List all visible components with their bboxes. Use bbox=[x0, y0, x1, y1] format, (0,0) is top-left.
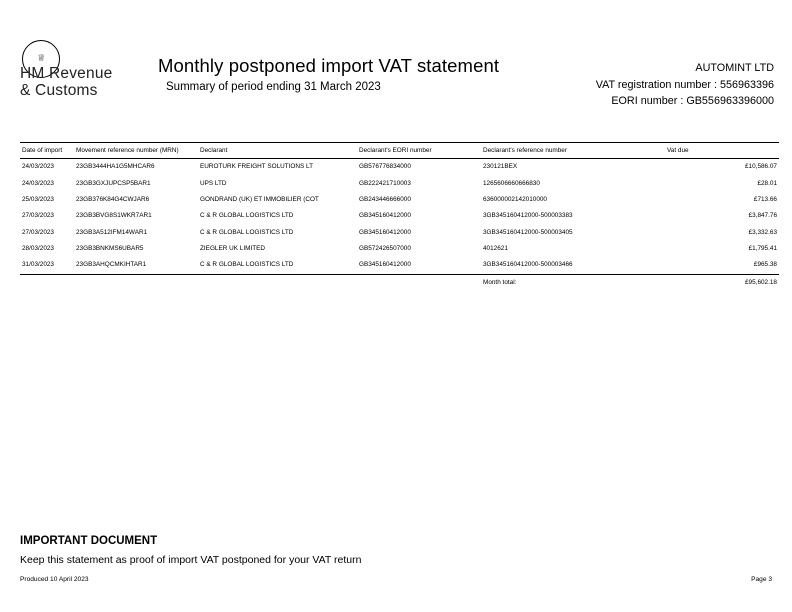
cell-declarant-eori: GB345160412000 bbox=[359, 261, 411, 269]
page-number: Page 3 bbox=[751, 576, 772, 583]
cell-declarant: GONDRAND (UK) ET IMMOBILIER (COT bbox=[200, 195, 319, 203]
cell-vat-due: £3,847.76 bbox=[748, 212, 777, 220]
important-document-heading: IMPORTANT DOCUMENT bbox=[20, 535, 158, 547]
vat-statement-table-wrapper bbox=[20, 142, 777, 291]
table-row bbox=[20, 208, 779, 224]
page-subtitle: Summary of period ending 31 March 2023 bbox=[166, 81, 381, 93]
table-row bbox=[20, 175, 779, 191]
table-body bbox=[20, 159, 779, 292]
cell-declarant-eori: GB345160412000 bbox=[359, 228, 411, 236]
table-row bbox=[20, 192, 779, 208]
cell-mrn: 23GB3AHQCMKIHTAR1 bbox=[76, 261, 147, 269]
vat-registration-number: VAT registration number : 556963396 bbox=[595, 78, 774, 91]
crest-glyph: ♕ bbox=[37, 53, 45, 64]
table-header-row bbox=[20, 143, 779, 159]
cell-mrn: 23GB3BNKMS6UBAR5 bbox=[76, 245, 144, 253]
eori-number: EORI number : GB556963396000 bbox=[611, 95, 774, 107]
cell-vat-due: £1,795.41 bbox=[748, 245, 777, 253]
hmrc-line-1: HM Revenue bbox=[20, 65, 113, 82]
table-row bbox=[20, 225, 779, 241]
cell-date-of-import: 25/03/2023 bbox=[22, 195, 54, 203]
column-header-vat-due: Vat due bbox=[665, 143, 779, 159]
cell-declarant: UPS LTD bbox=[200, 179, 227, 187]
total-spacer bbox=[20, 274, 481, 291]
column-header-mrn: Movement reference number (MRN) bbox=[74, 143, 198, 159]
column-header-declarant: Declarant bbox=[198, 143, 357, 159]
cell-declarant-ref: 1265606660666830 bbox=[483, 179, 540, 187]
vat-statement-table bbox=[20, 142, 779, 291]
column-header-declarant-ref: Declarant's reference number bbox=[481, 143, 665, 159]
important-document-text: Keep this statement as proof of import VAT postponed for your VAT return bbox=[20, 554, 362, 566]
cell-declarant-ref: 230121BEX bbox=[483, 163, 518, 171]
cell-vat-due: £10,586.07 bbox=[745, 163, 777, 171]
column-header-declarant-eori: Declarant's EORI number bbox=[357, 143, 481, 159]
cell-vat-due: £3,332.63 bbox=[748, 228, 777, 236]
month-total-value: £95,602.18 bbox=[665, 274, 779, 291]
cell-declarant-eori: GB345160412000 bbox=[359, 212, 411, 220]
cell-declarant: ZIEGLER UK LIMITED bbox=[200, 245, 265, 253]
hmrc-line-2: & Customs bbox=[20, 82, 98, 99]
cell-declarant: C & R GLOBAL LOGISTICS LTD bbox=[200, 212, 294, 220]
company-name: AUTOMINT LTD bbox=[695, 62, 774, 74]
cell-date-of-import: 24/03/2023 bbox=[22, 163, 54, 171]
cell-vat-due: £28.01 bbox=[757, 179, 777, 187]
cell-declarant-eori: GB243446666000 bbox=[359, 195, 411, 203]
cell-declarant-ref: 3GB345160412000-500003466 bbox=[483, 261, 573, 269]
cell-declarant: C & R GLOBAL LOGISTICS LTD bbox=[200, 228, 294, 236]
page-title: Monthly postponed import VAT statement bbox=[158, 55, 500, 76]
cell-declarant-ref: 3GB345160412000-500003405 bbox=[483, 228, 573, 236]
table-header bbox=[20, 143, 779, 159]
cell-date-of-import: 28/03/2023 bbox=[22, 245, 54, 253]
cell-declarant-eori: GB222421710003 bbox=[359, 179, 411, 187]
cell-date-of-import: 27/03/2023 bbox=[22, 212, 54, 220]
cell-date-of-import: 31/03/2023 bbox=[22, 261, 54, 269]
cell-vat-due: £965.38 bbox=[753, 261, 777, 269]
cell-declarant-eori: GB576776834000 bbox=[359, 163, 411, 171]
table-row bbox=[20, 159, 779, 176]
table-row bbox=[20, 257, 779, 274]
cell-declarant: EUROTURK FREIGHT SOLUTIONS LT bbox=[200, 163, 314, 171]
cell-declarant-ref: 3GB345160412000-500003383 bbox=[483, 212, 573, 220]
cell-declarant-eori: GB572426507000 bbox=[359, 245, 411, 253]
cell-declarant-ref: 4012621 bbox=[483, 245, 508, 253]
cell-date-of-import: 27/03/2023 bbox=[22, 228, 54, 236]
cell-declarant: C & R GLOBAL LOGISTICS LTD bbox=[200, 261, 294, 269]
cell-mrn: 23GB3A512IFM14WAR1 bbox=[76, 228, 148, 236]
cell-mrn: 23GB376K84G4CWJAR6 bbox=[76, 195, 150, 203]
company-details bbox=[596, 60, 774, 110]
table-row bbox=[20, 241, 779, 257]
cell-mrn: 23GB3BVG8S1WKR7AR1 bbox=[76, 212, 152, 220]
produced-date: Produced 10 April 2023 bbox=[20, 576, 89, 583]
month-total-row bbox=[20, 274, 779, 291]
cell-declarant-ref: 636000002142010000 bbox=[483, 195, 547, 203]
month-total-label: Month total: bbox=[481, 274, 665, 291]
cell-mrn: 23GB3444HA1G5MHCAR6 bbox=[76, 163, 155, 171]
cell-vat-due: £713.66 bbox=[753, 195, 777, 203]
column-header-date-of-import: Date of import bbox=[20, 143, 74, 159]
cell-date-of-import: 24/03/2023 bbox=[22, 179, 54, 187]
hmrc-wordmark bbox=[20, 65, 112, 99]
cell-mrn: 23GB3GXJUPCSP5BAR1 bbox=[76, 179, 151, 187]
